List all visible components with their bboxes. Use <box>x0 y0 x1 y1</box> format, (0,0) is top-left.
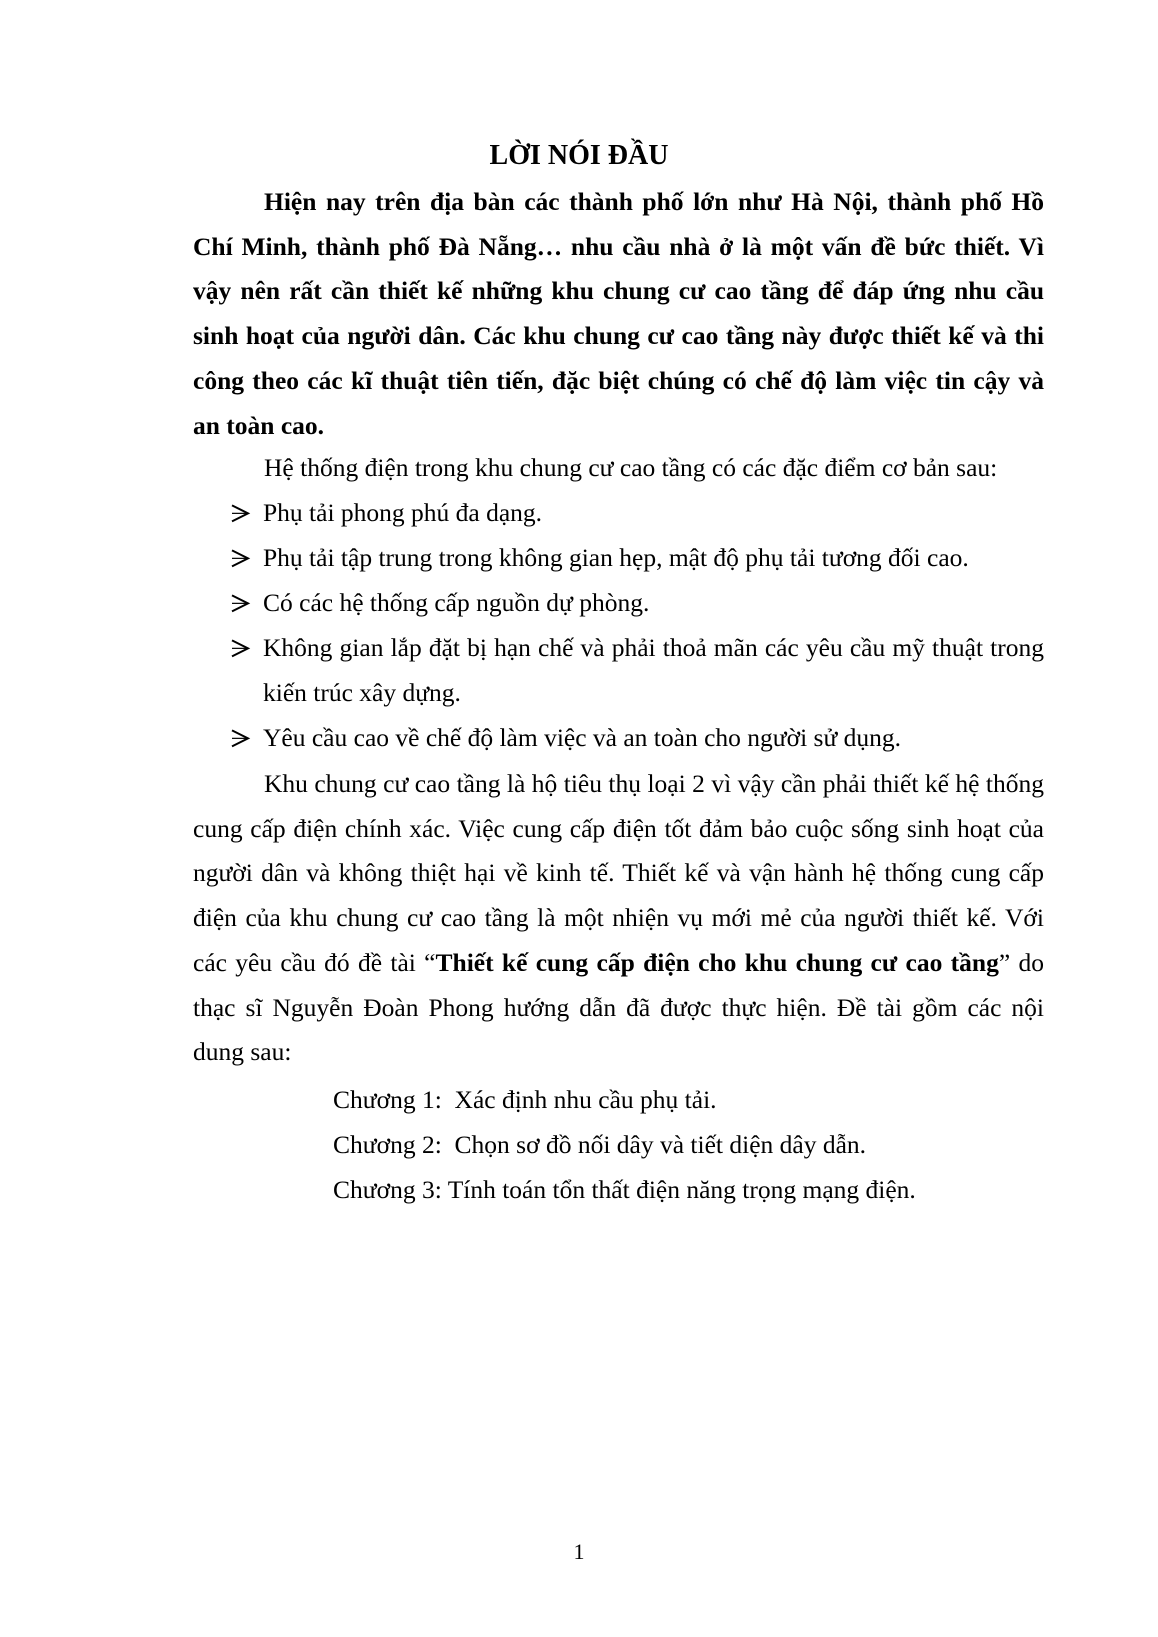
thesis-topic: Thiết kế cung cấp điện cho khu chung cư cao tầng <box>435 947 999 977</box>
chapter-item: Chương 2: Chọn sơ đồ nối dây và tiết diện dây dẫn. <box>333 1130 867 1159</box>
feature-item <box>229 581 1044 626</box>
arrow-bullet-icon <box>229 716 251 761</box>
intro-paragraph: Hiện nay trên địa bàn các thành phố lớn như Hà Nội, thành phố Hồ Chí Minh, thành phố Đà Nẵng… nhu cầu nhà ở là một vấn đề bức thiết. Vì vậy nên rất cần thiết kế những khu chung cư cao tầng để đáp ứng nhu cầu sinh hoạt của người dân. Các khu chung cư cao tầng này được thiết kế và thi công theo các kĩ thuật tiên tiến, đặc biệt chúng có chế độ làm việc tin cậy và an toàn cao. <box>193 187 1044 440</box>
feature-text: Phụ tải tập trung trong không gian hẹp, mật độ phụ tải tương đối cao. <box>263 543 969 572</box>
features-lead: Hệ thống điện trong khu chung cư cao tầng có các đặc điểm cơ bản sau: <box>264 453 998 482</box>
chapter-item: Chương 1: Xác định nhu cầu phụ tải. <box>333 1085 717 1114</box>
feature-item <box>229 716 1044 761</box>
feature-text: Yêu cầu cao về chế độ làm việc và an toàn cho người sử dụng. <box>263 723 902 752</box>
body-paragraph <box>193 762 1044 1075</box>
feature-text: Có các hệ thống cấp nguồn dự phòng. <box>263 588 650 617</box>
arrow-bullet-icon <box>229 491 251 536</box>
feature-text: Phụ tải phong phú đa dạng. <box>263 498 543 527</box>
feature-item <box>229 491 1044 536</box>
body-text-part1: Khu chung cư cao tầng là hộ tiêu thụ loại 2 vì vậy cần phải thiết kế hệ thống cung cấp điện chính xác. Việc cung cấp điện tốt đảm bảo cuộc sống sinh hoạt của người dân và không thiệt hại về kinh tế. Thiết kế và vận hành hệ thống cung cấp điện của khu chung cư cao tầng là một nhiện vụ mới mẻ của người thiết kế. Với các yêu cầu đó đề tài “ <box>193 769 1044 977</box>
arrow-bullet-icon <box>229 581 251 626</box>
feature-text: Không gian lắp đặt bị hạn chế và phải thoả mãn các yêu cầu mỹ thuật trong kiến trúc xây dựng. <box>263 633 1044 707</box>
chapter-item: Chương 3: Tính toán tổn thất điện năng trọng mạng điện. <box>333 1175 916 1204</box>
arrow-bullet-icon <box>229 536 251 581</box>
feature-item <box>229 536 1044 581</box>
feature-item <box>229 626 1044 715</box>
arrow-bullet-icon <box>229 626 251 671</box>
page-number: 1 <box>573 1539 585 1564</box>
page-title: LỜI NÓI ĐẦU <box>489 140 669 171</box>
body-text-part2: ” do thạc sĩ Nguyễn Đoàn Phong hướng dẫn đã được thực hiện. Đề tài gồm các nội dung sau: <box>193 947 1044 1067</box>
